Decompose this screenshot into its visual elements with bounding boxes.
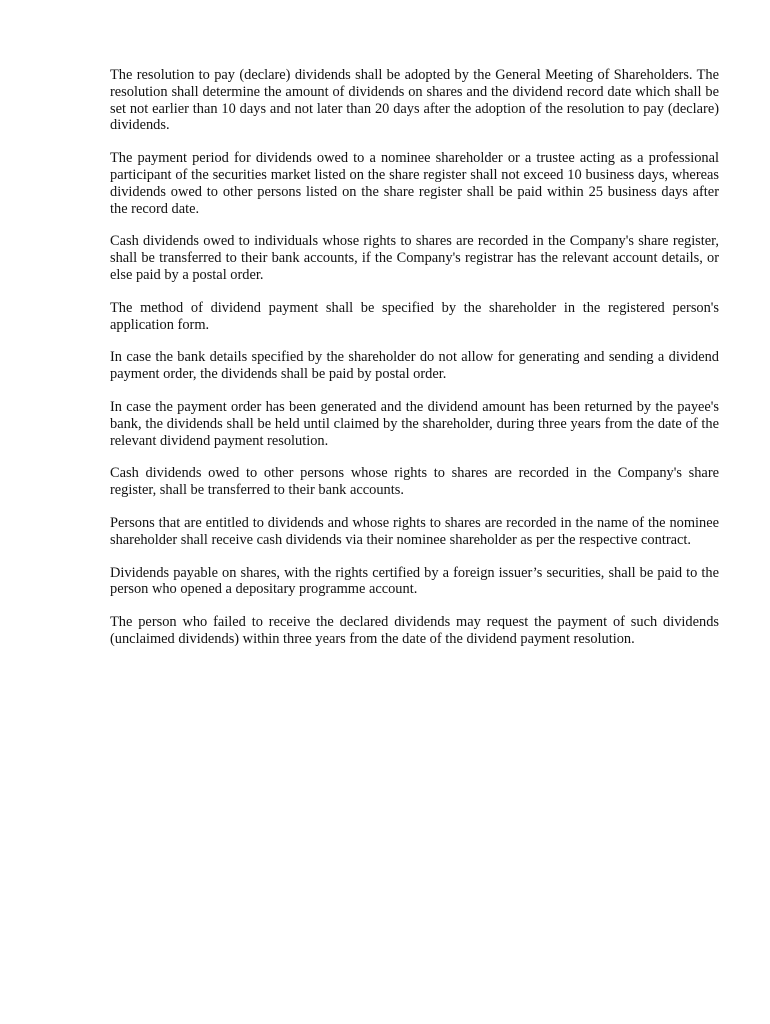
paragraph-payment-method: The method of dividend payment shall be specified by the shareholder in the registered person's application form. <box>110 299 719 333</box>
paragraph-cash-dividends-individuals: Cash dividends owed to individuals whose rights to shares are recorded in the Company's share register, shall be transferred to their bank accounts, if the Company's registrar has the relevant account details, or else paid by a postal order. <box>110 233 719 283</box>
document-body <box>110 67 719 664</box>
paragraph-returned-payment: In case the payment order has been generated and the dividend amount has been returned by the payee's bank, the dividends shall be held until claimed by the shareholder, during three years from the date of the relevant dividend payment resolution. <box>110 398 719 449</box>
paragraph-foreign-issuer: Dividends payable on shares, with the rights certified by a foreign issuer’s securities, shall be paid to the person who opened a depositary programme account. <box>110 564 719 598</box>
paragraph-dividend-resolution: The resolution to pay (declare) dividends shall be adopted by the General Meeting of Shareholders. The resolution shall determine the amount of dividends on shares and the dividend record date which shall be set not earlier than 10 days and not later than 20 days after the adoption of the resolution to pay (declare) dividends. <box>110 67 719 134</box>
paragraph-nominee-shareholder: Persons that are entitled to dividends and whose rights to shares are recorded in the name of the nominee shareholder shall receive cash dividends via their nominee shareholder as per the respective contract. <box>110 514 719 548</box>
paragraph-postal-order: In case the bank details specified by the shareholder do not allow for generating and sending a dividend payment order, the dividends shall be paid by postal order. <box>110 349 719 383</box>
paragraph-other-persons: Cash dividends owed to other persons whose rights to shares are recorded in the Company's share register, shall be transferred to their bank accounts. <box>110 465 719 499</box>
paragraph-payment-period: The payment period for dividends owed to a nominee shareholder or a trustee acting as a professional participant of the securities market listed on the share register shall not exceed 10 business days, whereas dividends owed to other persons listed on the share register shall be paid within 25 business days after the record date. <box>110 150 719 217</box>
paragraph-unclaimed-dividends: The person who failed to receive the declared dividends may request the payment of such dividends (unclaimed dividends) within three years from the date of the dividend payment resolution. <box>110 614 719 647</box>
